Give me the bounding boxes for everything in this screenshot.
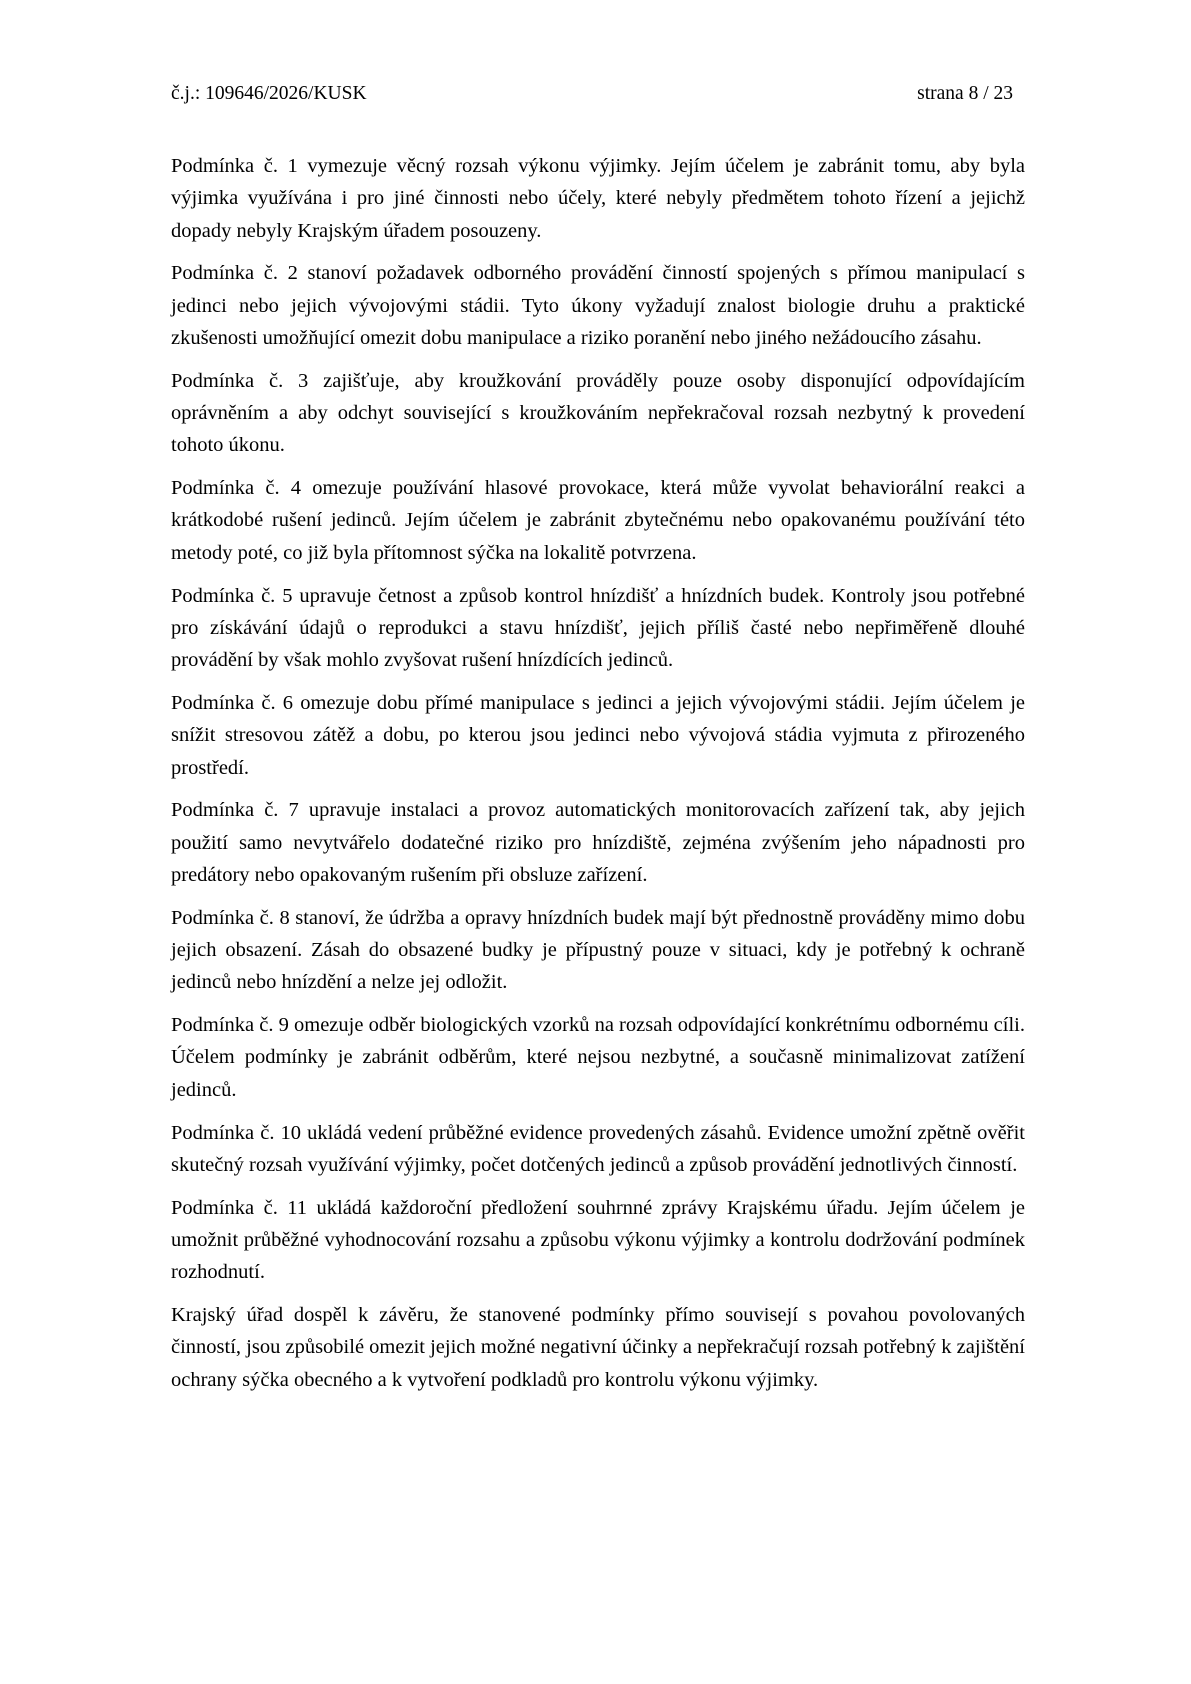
reference-number: č.j.: 109646/2026/KUSK bbox=[171, 83, 367, 104]
paragraph-condition-6: Podmínka č. 6 omezuje dobu přímé manipulace s jedinci a jejich vývojovými stádii. Jejím účelem je snížit stresovou zátěž a dobu, po kterou jsou jedinci nebo vývojová stádia vyjmuta z přirozeného prostředí. bbox=[171, 691, 1025, 779]
paragraph-condition-1: Podmínka č. 1 vymezuje věcný rozsah výkonu výjimky. Jejím účelem je zabránit tomu, aby byla výjimka využívána i pro jiné činnosti nebo účely, které nebyly předmětem tohoto řízení a jejichž dopady nebyly Krajským úřadem posouzeny. bbox=[171, 155, 1025, 242]
paragraph-condition-8: Podmínka č. 8 stanoví, že údržba a opravy hnízdních budek mají být přednostně prováděny mimo dobu jejich obsazení. Zásah do obsazené budky je přípustný pouze v situaci, kdy je potřebný k ochraně jedinců nebo hnízdění a nelze jej odložit. bbox=[171, 906, 1025, 994]
paragraph-condition-2: Podmínka č. 2 stanoví požadavek odborného provádění činností spojených s přímou manipulací s jedinci nebo jejich vývojovými stádii. Tyto úkony vyžadují znalost biologie druhu a praktické zkušenosti umožňující omezit dobu manipulace a riziko poranění nebo jiného nežádoucího zásahu. bbox=[171, 262, 1025, 349]
paragraph-condition-4: Podmínka č. 4 omezuje používání hlasové provokace, která může vyvolat behaviorální reakci a krátkodobé rušení jedinců. Jejím účelem je zabránit zbytečnému nebo opakovanému používání této metody poté, co již byla přítomnost sýčka na lokalitě potvrzena. bbox=[171, 477, 1025, 564]
paragraph-condition-9: Podmínka č. 9 omezuje odběr biologických vzorků na rozsah odpovídající konkrétnímu odbornému cíli. Účelem podmínky je zabránit odběrům, které nejsou nezbytné, a současně minimalizovat zatížení jedinců. bbox=[171, 1014, 1025, 1101]
paragraph-condition-10: Podmínka č. 10 ukládá vedení průběžné evidence provedených zásahů. Evidence umožní zpětně ověřit skutečný rozsah využívání výjimky, počet dotčených jedinců a způsob provádění jednotlivých činností. bbox=[171, 1121, 1025, 1176]
paragraph-condition-3: Podmínka č. 3 zajišťuje, aby kroužkování prováděly pouze osoby disponující odpovídajícím oprávněním a aby odchyt související s kroužkováním nepřekračoval rozsah nezbytný k provedení tohoto úkonu. bbox=[171, 369, 1025, 457]
page-number: strana 8 / 23 bbox=[917, 83, 1013, 104]
document-body bbox=[171, 150, 1025, 1406]
page-header bbox=[171, 82, 1013, 110]
paragraph-condition-7: Podmínka č. 7 upravuje instalaci a provoz automatických monitorovacích zařízení tak, aby jejich použití samo nevytvářelo dodatečné riziko pro hnízdiště, zejména zvýšením jeho nápadnosti pro predátory nebo opakovaným rušením při obsluze zařízení. bbox=[171, 799, 1025, 886]
paragraph-condition-5: Podmínka č. 5 upravuje četnost a způsob kontrol hnízdišť a hnízdních budek. Kontroly jsou potřebné pro získávání údajů o reprodukci a stavu hnízdišť, jejich příliš časté nebo nepřiměřeně dlouhé provádění by však mohlo zvyšovat rušení hnízdících jedinců. bbox=[171, 584, 1025, 672]
paragraph-conclusion: Krajský úřad dospěl k závěru, že stanovené podmínky přímo souvisejí s povahou povolovaných činností, jsou způsobilé omezit jejich možné negativní účinky a nepřekračují rozsah potřebný k zajištění ochrany sýčka obecného a k vytvoření podkladů pro kontrolu výkonu výjimky. bbox=[171, 1304, 1025, 1391]
paragraph-condition-11: Podmínka č. 11 ukládá každoroční předložení souhrnné zprávy Krajskému úřadu. Jejím účelem je umožnit průběžné vyhodnocování rozsahu a způsobu výkonu výjimky a kontrolu dodržování podmínek rozhodnutí. bbox=[171, 1196, 1025, 1284]
